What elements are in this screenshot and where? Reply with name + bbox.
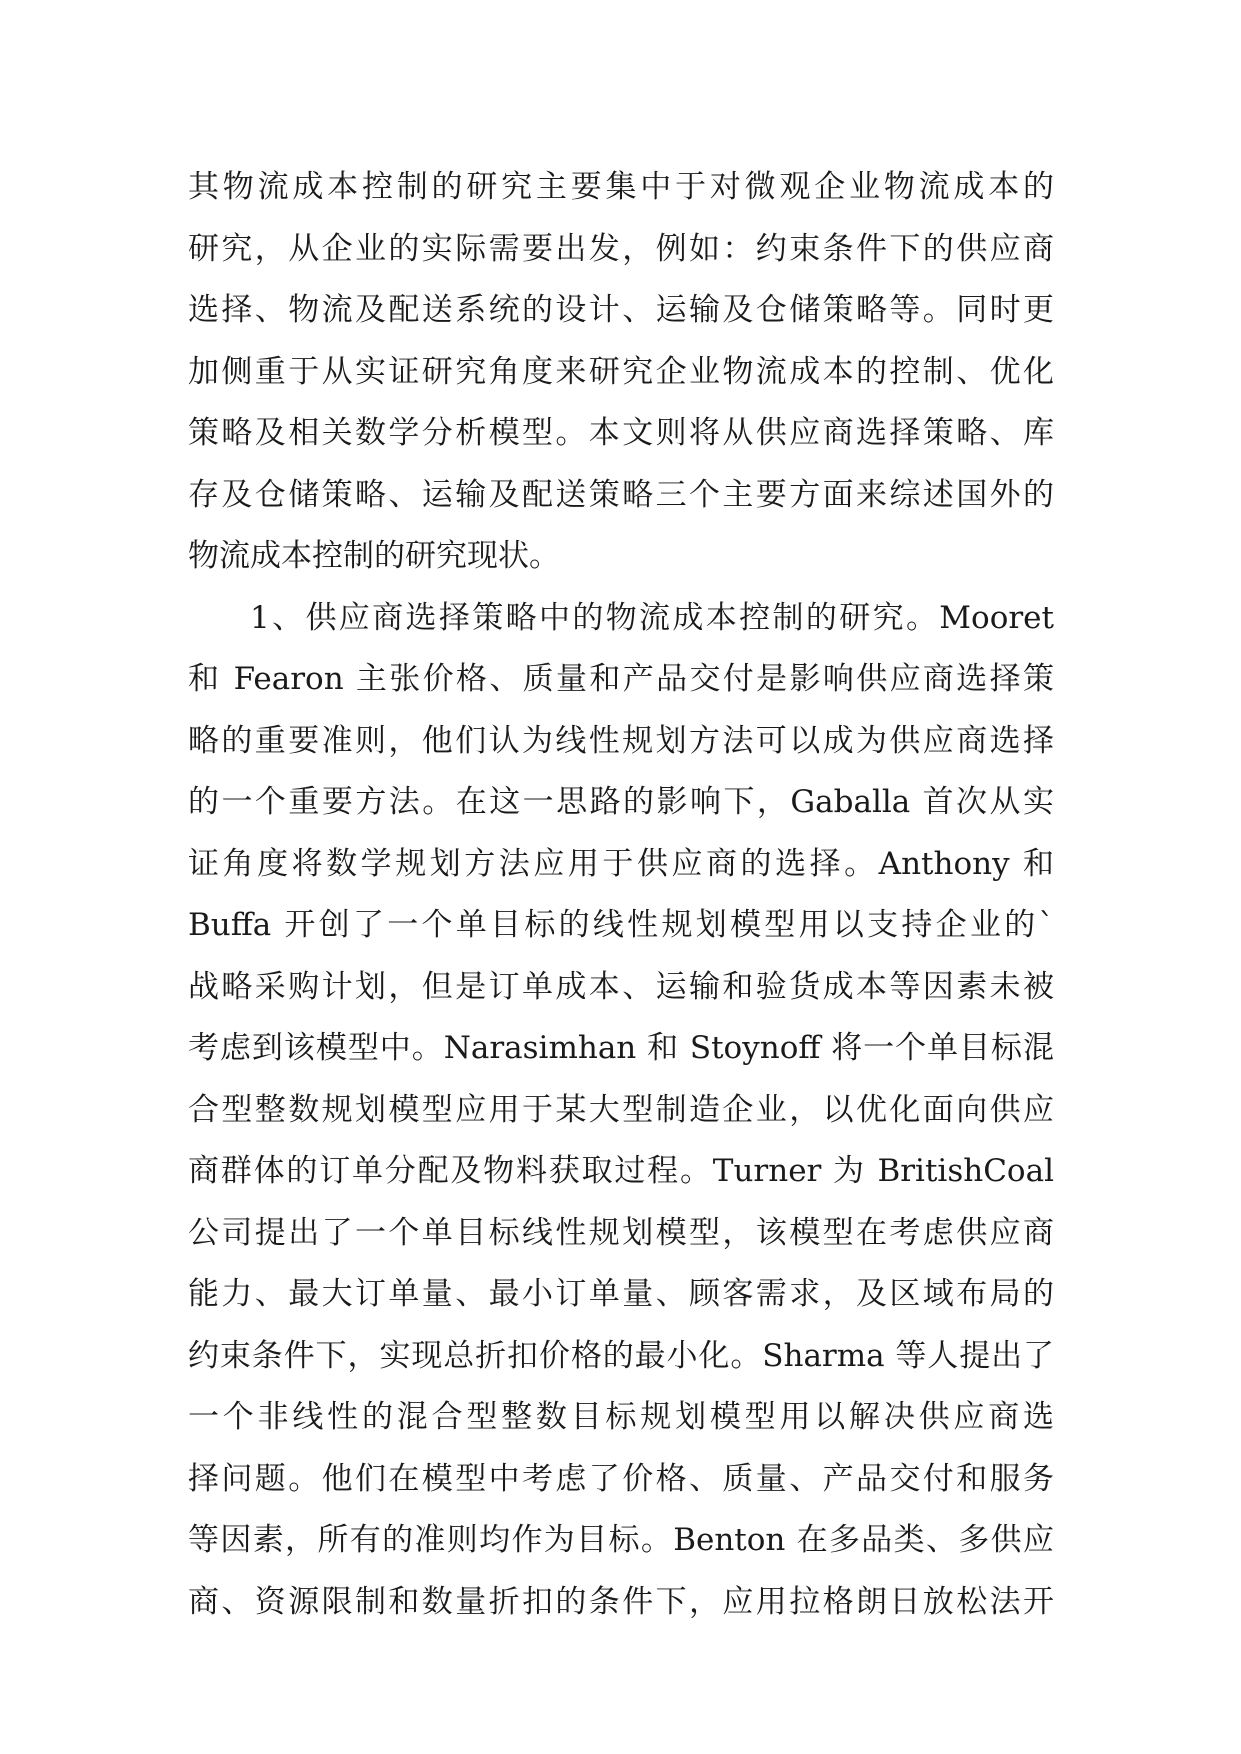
text-line: 略的重要准则，他们认为线性规划方法可以成为供应商选择	[188, 722, 1054, 759]
text-line: 加侧重于从实证研究角度来研究企业物流成本的控制、优化	[188, 353, 1054, 390]
paragraph-start-line: 1、供应商选择策略中的物流成本控制的研究。Mooret	[250, 599, 1054, 636]
text-line: 的一个重要方法。在这一思路的影响下，Gaballa 首次从实	[188, 784, 1054, 820]
text-line: Buffa 开创了一个单目标的线性规划模型用以支持企业的`	[188, 907, 1054, 943]
body-text	[188, 157, 1054, 1633]
text-line: 等因素，所有的准则均作为目标。Benton 在多品类、多供应	[188, 1522, 1054, 1558]
text-line: 策略及相关数学分析模型。本文则将从供应商选择策略、库	[188, 415, 1054, 451]
text-line: 存及仓储策略、运输及配送策略三个主要方面来综述国外的	[188, 476, 1054, 513]
text-line: 战略采购计划，但是订单成本、运输和验货成本等因素未被	[188, 968, 1054, 1005]
text-line: 物流成本控制的研究现状。	[188, 538, 560, 574]
text-line: 约束条件下，实现总折扣价格的最小化。Sharma 等人提出了	[188, 1337, 1054, 1374]
text-line: 和 Fearon 主张价格、质量和产品交付是影响供应商选择策	[188, 661, 1054, 697]
text-line: 一个非线性的混合型整数目标规划模型用以解决供应商选	[188, 1399, 1054, 1435]
text-line: 能力、最大订单量、最小订单量、顾客需求，及区域布局的	[188, 1276, 1054, 1312]
text-line: 公司提出了一个单目标线性规划模型，该模型在考虑供应商	[188, 1214, 1054, 1251]
text-line: 其物流成本控制的研究主要集中于对微观企业物流成本的	[188, 169, 1054, 205]
text-line: 选择、物流及配送系统的设计、运输及仓储策略等。同时更	[188, 292, 1054, 328]
text-line: 研究，从企业的实际需要出发，例如：约束条件下的供应商	[188, 230, 1054, 267]
text-line: 证角度将数学规划方法应用于供应商的选择。Anthony 和	[188, 845, 1054, 882]
text-line: 商、资源限制和数量折扣的条件下，应用拉格朗日放松法开	[188, 1583, 1054, 1620]
text-line: 择问题。他们在模型中考虑了价格、质量、产品交付和服务	[188, 1460, 1054, 1497]
text-line: 商群体的订单分配及物料获取过程。Turner 为 BritishCoal	[188, 1153, 1054, 1189]
text-line: 合型整数规划模型应用于某大型制造企业，以优化面向供应	[188, 1091, 1054, 1128]
text-line: 考虑到该模型中。Narasimhan 和 Stoynoff 将一个单目标混	[188, 1030, 1054, 1066]
